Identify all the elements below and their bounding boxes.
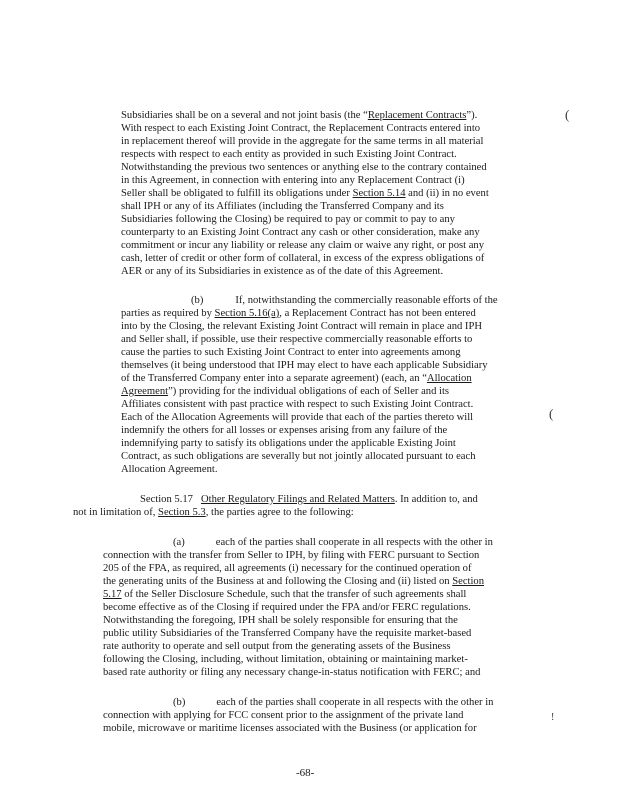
text-line: rate authority to operate and sell output from the generating assets of the Business: [103, 641, 451, 652]
defined-term: Allocation: [426, 373, 472, 384]
defined-term: Replacement Contracts: [367, 110, 467, 121]
text-line: based rate authority or filing any necessary change-in-status notification with FERC; and: [103, 667, 481, 678]
text-line: Seller shall be obligated to fulfill its obligations under Section 5.14 and (ii) in no event: [121, 188, 489, 199]
text-line: 205 of the FPA, as required, all agreements (i) necessary for the continued operation of: [103, 563, 472, 574]
margin-mark: (: [549, 406, 554, 421]
text-line: (b) If, notwithstanding the commercially reasonable efforts of the: [191, 295, 498, 306]
text-line: (a) each of the parties shall cooperate in all respects with the other in: [173, 537, 493, 548]
text-line: commitment or incur any liability or release any claim or waive any right, or post any: [121, 240, 485, 251]
text-line: Contract, as such obligations are severally but not jointly allocated pursuant to each: [121, 451, 476, 462]
text-line: themselves (it being understood that IPH may elect to have each applicable Subsidiary: [121, 360, 488, 371]
text-line: AER or any of its Subsidiaries in existence as of the date of this Agreement.: [121, 266, 444, 277]
text-line: Allocation Agreement.: [121, 464, 218, 475]
text-line: become effective as of the Closing if required under the FPA and/or FERC regulations.: [103, 602, 471, 613]
text-line: connection with the transfer from Seller to IPH, by filing with FERC pursuant to Section: [103, 550, 480, 561]
section-reference: Section: [452, 576, 485, 587]
text-line: parties as required by Section 5.16(a), a Replacement Contract has not been entered: [121, 308, 476, 319]
item-label: (a): [173, 537, 185, 548]
text-line: indemnify the others for all losses or expenses arising from any failure of the: [121, 425, 448, 436]
text-line: of the Transferred Company enter into a separate agreement) (each, an “Allocation: [121, 373, 472, 384]
page-number: -68-: [296, 767, 315, 779]
margin-mark: (: [565, 107, 570, 122]
text-line: respects with respect to each entity as provided in such Existing Joint Contract.: [121, 149, 457, 160]
section-reference: 5.17: [103, 589, 122, 600]
text-line: counterparty to an Existing Joint Contract any cash or other consideration, make any: [121, 227, 480, 238]
text-line: Subsidiaries following the Closing) be required to pay or commit to pay to any: [121, 214, 455, 225]
section-reference: Section 5.3: [158, 507, 206, 518]
section-heading-line: Section 5.17 Other Regulatory Filings and Related Matters. In addition to, and: [140, 494, 478, 505]
text-line: With respect to each Existing Joint Contract, the Replacement Contracts entered into: [121, 123, 481, 134]
section-reference: Section 5.16(a): [214, 308, 280, 319]
text-line: into by the Closing, the relevant Existing Joint Contract will remain in place and IPH: [121, 321, 483, 332]
text-line: mobile, microwave or maritime licenses associated with the Business (or application for: [103, 723, 477, 734]
text-line: following the Closing, including, without limitation, obtaining or maintaining market-: [103, 654, 468, 665]
section-number: Section 5.17: [140, 494, 193, 505]
text-line: Notwithstanding the foregoing, IPH shall be solely responsible for ensuring that the: [103, 615, 458, 626]
text-line: Affiliates consistent with past practice with respect to such Existing Joint Contract.: [121, 399, 474, 410]
section-heading: Other Regulatory Filings and Related Matters: [200, 494, 395, 505]
item-label: (b): [191, 295, 204, 306]
text-line: 5.17 of the Seller Disclosure Schedule, such that the transfer of such agreements shall: [103, 589, 467, 600]
text-line: Each of the Allocation Agreements will provide that each of the parties thereto will: [121, 412, 474, 423]
text-line: cash, letter of credit or other form of collateral, in excess of the express obligations of: [121, 253, 485, 264]
text-line: in this Agreement, in connection with entering into any Replacement Contract (i): [121, 175, 465, 186]
defined-term: Agreement: [121, 386, 169, 397]
text-line: the generating units of the Business at and following the Closing and (ii) listed on Section: [103, 576, 485, 587]
section-reference: Section 5.14: [352, 188, 406, 199]
text-line: Notwithstanding the previous two sentences or anything else to the contrary contained: [121, 162, 487, 173]
text-line: Agreement”) providing for the individual obligations of each of Seller and its: [121, 386, 450, 397]
text-line: Subsidiaries shall be on a several and not joint basis (the “Replacement Contracts”).: [121, 110, 478, 121]
text-line: not in limitation of, Section 5.3, the parties agree to the following:: [73, 507, 354, 518]
item-label: (b): [173, 697, 186, 708]
text-line: connection with applying for FCC consent prior to the assignment of the private land: [103, 710, 464, 721]
text-line: indemnifying party to satisfy its obligations under the applicable Existing Joint: [121, 438, 456, 449]
text-line: public utility Subsidiaries of the Transferred Company have the requisite market-based: [103, 628, 472, 639]
text-line: and Seller shall, if possible, use their respective commercially reasonable efforts to: [121, 334, 473, 345]
text-line: in replacement thereof will provide in the aggregate for the same terms in all material: [121, 136, 484, 147]
text-line: cause the parties to such Existing Joint Contract to enter into agreements among: [121, 347, 461, 358]
text-line: (b) each of the parties shall cooperate in all respects with the other in: [173, 697, 494, 708]
margin-mark: !: [551, 712, 555, 723]
text-line: shall IPH or any of its Affiliates (including the Transferred Company and its: [121, 201, 444, 212]
